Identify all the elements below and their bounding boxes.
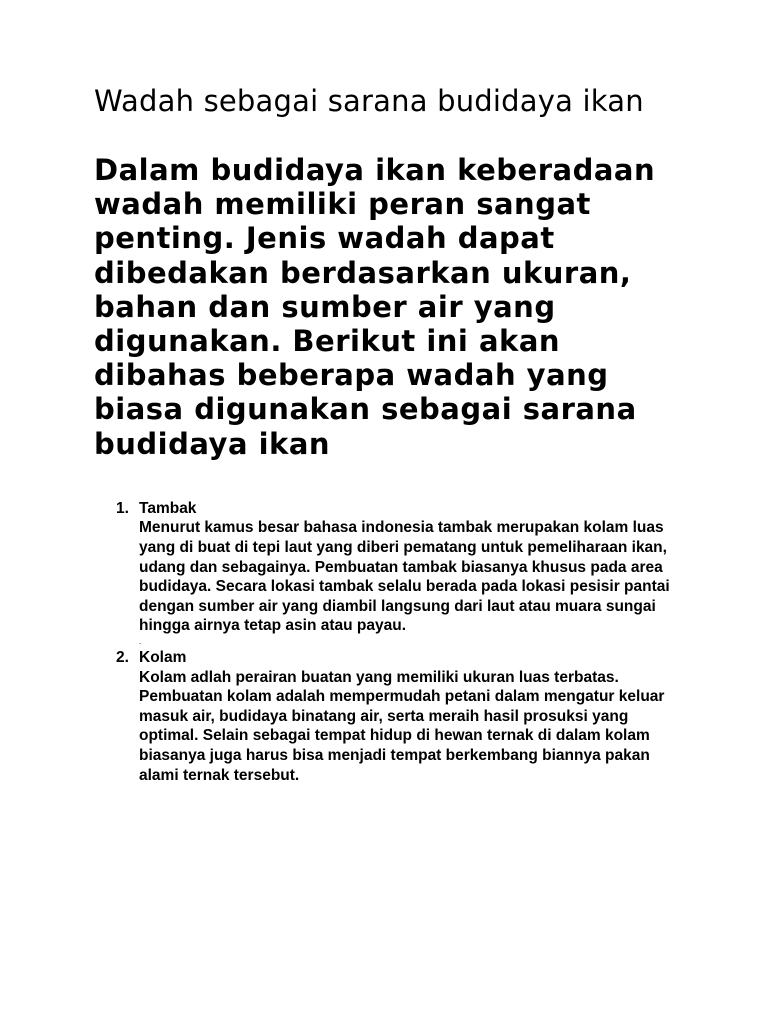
- list-item-title: Tambak: [139, 499, 197, 517]
- separator-mark: .: [139, 636, 142, 646]
- list-item-body: Menurut kamus besar bahasa indonesia tambak merupakan kolam luas yang di buat di tepi laut yang diberi pematang untuk pemeliharaan ikan, udang dan sebagainya. Pembuatan tambak biasanya khusus pada area budidaya. Secara lokasi tambak selalu berada pada lokasi pesisir pantai dengan sumber air yang diambil langsung dari laut atau muara sungai hingga airnya tetap asin atau payau.: [139, 519, 670, 635]
- intro-paragraph: Dalam budidaya ikan keberadaan wadah memiliki peran sangat penting. Jenis wadah dapat dibedakan berdasarkan ukuran, bahan dan sumber air yang digunakan. Berikut ini akan dibahas beberapa wadah yang biasa digunakan sebagai sarana budidaya ikan: [94, 153, 656, 461]
- list-number: 1.: [116, 499, 129, 517]
- wadah-list-continued: [94, 648, 694, 785]
- list-item: [94, 648, 694, 785]
- list-number: 2.: [116, 648, 129, 666]
- document-title: Wadah sebagai sarana budidaya ikan: [94, 84, 644, 118]
- list-item-title: Kolam: [139, 648, 187, 666]
- list-item-body: Kolam adlah perairan buatan yang memiliki ukuran luas terbatas. Pembuatan kolam adalah mempermudah petani dalam mengatur keluar masuk air, budidaya binatang air, serta meraih hasil prosuksi yang optimal. Selain sebagai tempat hidup di hewan ternak di dalam kolam biasanya juga harus bisa menjadi tempat berkembang biannya pakan alami ternak tersebut.: [139, 668, 665, 784]
- list-item: [94, 499, 694, 636]
- document-page: [94, 84, 694, 785]
- wadah-list: [94, 499, 694, 636]
